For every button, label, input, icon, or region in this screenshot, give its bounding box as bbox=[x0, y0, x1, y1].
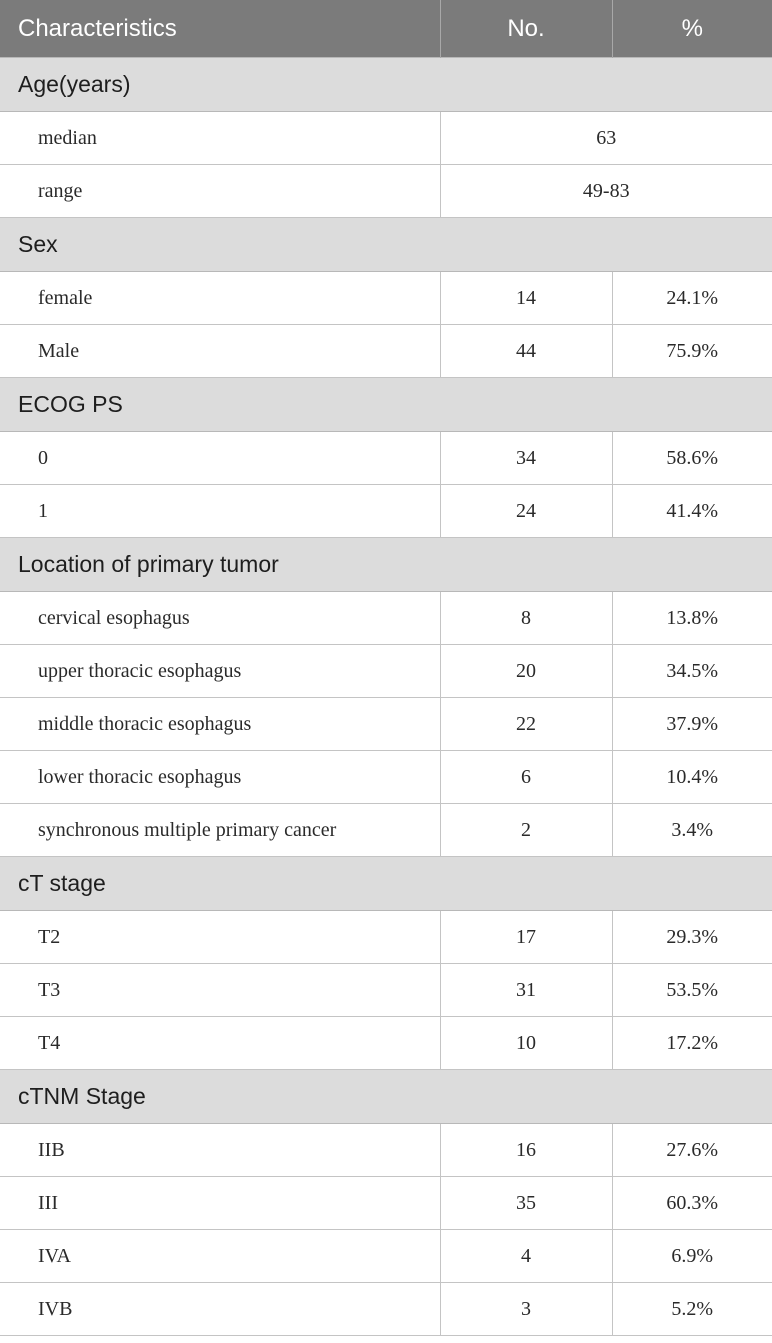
row-label: range bbox=[0, 165, 440, 218]
row-count: 34 bbox=[440, 432, 612, 485]
row-count: 16 bbox=[440, 1124, 612, 1177]
table-row bbox=[0, 485, 772, 538]
table-row bbox=[0, 592, 772, 645]
row-label: cervical esophagus bbox=[0, 592, 440, 645]
row-count: 3 bbox=[440, 1283, 612, 1336]
row-percent: 17.2% bbox=[612, 1017, 772, 1070]
row-label: T2 bbox=[0, 911, 440, 964]
row-count: 6 bbox=[440, 751, 612, 804]
row-value-merged: 49-83 bbox=[440, 165, 772, 218]
row-label: 0 bbox=[0, 432, 440, 485]
table-row bbox=[0, 1283, 772, 1336]
row-percent: 58.6% bbox=[612, 432, 772, 485]
group-title-age: Age(years) bbox=[0, 58, 772, 112]
header-pct: % bbox=[612, 0, 772, 58]
row-percent: 24.1% bbox=[612, 272, 772, 325]
row-percent: 34.5% bbox=[612, 645, 772, 698]
row-count: 22 bbox=[440, 698, 612, 751]
row-percent: 5.2% bbox=[612, 1283, 772, 1336]
group-title-ctnm-stage: cTNM Stage bbox=[0, 1070, 772, 1124]
group-title-ecog: ECOG PS bbox=[0, 378, 772, 432]
table-row bbox=[0, 272, 772, 325]
table-row bbox=[0, 698, 772, 751]
group-row-ct-stage bbox=[0, 857, 772, 911]
row-count: 31 bbox=[440, 964, 612, 1017]
row-label: middle thoracic esophagus bbox=[0, 698, 440, 751]
row-percent: 53.5% bbox=[612, 964, 772, 1017]
table-row bbox=[0, 432, 772, 485]
table-row bbox=[0, 1230, 772, 1283]
group-row-ecog bbox=[0, 378, 772, 432]
group-title-ct-stage: cT stage bbox=[0, 857, 772, 911]
row-count: 17 bbox=[440, 911, 612, 964]
group-row-location bbox=[0, 538, 772, 592]
group-row-sex bbox=[0, 218, 772, 272]
row-count: 10 bbox=[440, 1017, 612, 1070]
group-row-age bbox=[0, 58, 772, 112]
row-count: 24 bbox=[440, 485, 612, 538]
table-row bbox=[0, 165, 772, 218]
row-count: 8 bbox=[440, 592, 612, 645]
row-percent: 60.3% bbox=[612, 1177, 772, 1230]
table-row bbox=[0, 112, 772, 165]
table-row bbox=[0, 964, 772, 1017]
row-label: T4 bbox=[0, 1017, 440, 1070]
row-count: 4 bbox=[440, 1230, 612, 1283]
row-percent: 10.4% bbox=[612, 751, 772, 804]
row-label: IVA bbox=[0, 1230, 440, 1283]
row-label: Male bbox=[0, 325, 440, 378]
table-row bbox=[0, 804, 772, 857]
row-count: 35 bbox=[440, 1177, 612, 1230]
row-percent: 41.4% bbox=[612, 485, 772, 538]
row-percent: 6.9% bbox=[612, 1230, 772, 1283]
row-label: 1 bbox=[0, 485, 440, 538]
table-row bbox=[0, 1177, 772, 1230]
row-label: IIB bbox=[0, 1124, 440, 1177]
row-label: upper thoracic esophagus bbox=[0, 645, 440, 698]
row-percent: 27.6% bbox=[612, 1124, 772, 1177]
row-value-merged: 63 bbox=[440, 112, 772, 165]
row-label: III bbox=[0, 1177, 440, 1230]
row-label: T3 bbox=[0, 964, 440, 1017]
row-count: 44 bbox=[440, 325, 612, 378]
row-count: 14 bbox=[440, 272, 612, 325]
table-row bbox=[0, 325, 772, 378]
header-characteristics: Characteristics bbox=[0, 0, 440, 58]
header-no: No. bbox=[440, 0, 612, 58]
row-label: synchronous multiple primary cancer bbox=[0, 804, 440, 857]
table-row bbox=[0, 645, 772, 698]
group-title-location: Location of primary tumor bbox=[0, 538, 772, 592]
row-count: 20 bbox=[440, 645, 612, 698]
row-count: 2 bbox=[440, 804, 612, 857]
row-percent: 75.9% bbox=[612, 325, 772, 378]
table-row bbox=[0, 751, 772, 804]
table-row bbox=[0, 1017, 772, 1070]
table-row bbox=[0, 1124, 772, 1177]
row-percent: 29.3% bbox=[612, 911, 772, 964]
row-label: IVB bbox=[0, 1283, 440, 1336]
row-label: median bbox=[0, 112, 440, 165]
row-percent: 3.4% bbox=[612, 804, 772, 857]
table-row bbox=[0, 911, 772, 964]
group-title-sex: Sex bbox=[0, 218, 772, 272]
row-percent: 13.8% bbox=[612, 592, 772, 645]
group-row-ctnm-stage bbox=[0, 1070, 772, 1124]
row-label: lower thoracic esophagus bbox=[0, 751, 440, 804]
row-percent: 37.9% bbox=[612, 698, 772, 751]
row-label: female bbox=[0, 272, 440, 325]
table-header-row bbox=[0, 0, 772, 58]
